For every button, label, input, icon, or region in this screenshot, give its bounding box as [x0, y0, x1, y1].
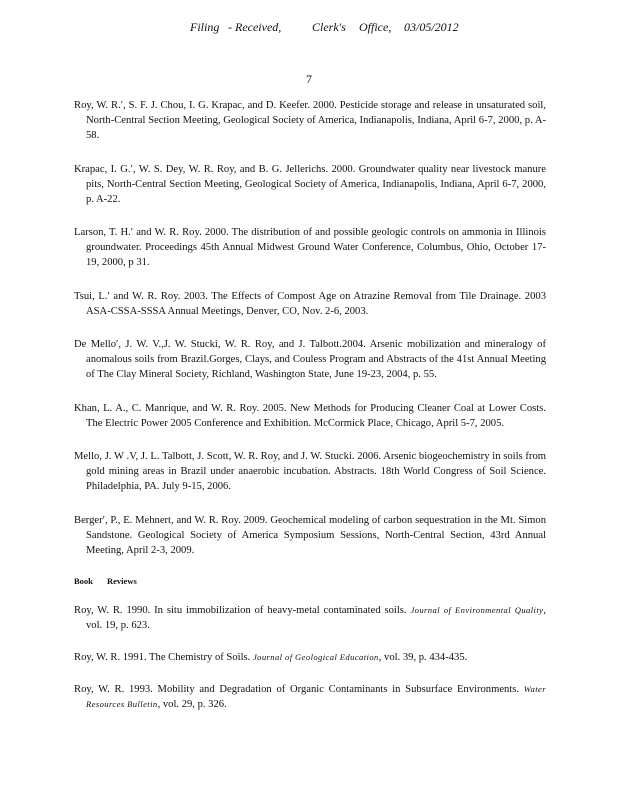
- header-date: 03/05/2012: [404, 20, 459, 34]
- book-review-entry: [74, 650, 546, 665]
- page-number: 7: [306, 72, 312, 86]
- review-volume: , vol. 29, p. 326.: [157, 699, 227, 710]
- review-citation: Roy, W. R. 1993. Mobility and Degradation of Organic Contaminants in Subsurface Environments.: [74, 684, 520, 695]
- review-citation: Roy, W. R. 1991. The Chemistry of Soils.: [74, 652, 251, 663]
- journal-name: Water Resources Bulletin: [86, 684, 546, 709]
- header-filing: Filing: [190, 20, 220, 34]
- book-reviews-heading: Book Reviews: [74, 576, 137, 586]
- journal-name: Journal of Environmental Quality: [410, 605, 544, 615]
- reference-entry: Larson, T. H.ʹ and W. R. Roy. 2000. The distribution of and possible geologic controls on ammonia in Illinois groundwater. Proceedings 45th Annual Midwest Ground Water Conference, Columbus, Ohio, October 17-19, 2000, p 31.: [74, 227, 546, 268]
- reference-entry: De Melloʹ, J. W. V.,J. W. Stucki, W. R. Roy, and J. Talbott.2004. Arsenic mobilization and mineralogy of anomalous soils from Brazil.Gorges, Clays, and Couless Program and Abstracts of the 41st Annual Meeting of The Clay Mineral Society, Richland, Washington State, June 19-23, 2004, p. 55.: [74, 339, 546, 380]
- review-volume: , vol. 39, p. 434-435.: [378, 652, 468, 663]
- reference-entry: Tsui, L.ʹ and W. R. Roy. 2003. The Effects of Compost Age on Atrazine Removal from Tile Drainage. 2003 ASA-CSSA-SSSA Annual Meetings, Denver, CO, Nov. 2-6, 2003.: [74, 290, 546, 317]
- book-review-entry: [74, 682, 546, 712]
- reference-entry: Roy, W. R.ʹ, S. F. J. Chou, I. G. Krapac, and D. Keefer. 2000. Pesticide storage and release in unsaturated soil, North-Central Section Meeting, Geological Society of America, Indianapolis, Indiana, April 6-7, 2000, p. A-58.: [74, 100, 546, 141]
- reference-entry: Mello, J. W .V, J. L. Talbott, J. Scott, W. R. Roy, and J. W. Stucki. 2006. Arsenic biogeochemistry in soils from gold mining areas in Brazil under anaerobic incubation. Abstracts. 18th World Congress of Soil Science. Philadelphia, PA. July 9-15, 2006.: [74, 451, 546, 492]
- review-citation: Roy, W. R. 1990. In situ immobilization of heavy-metal contaminated soils.: [74, 605, 407, 616]
- reference-entry: Bergerʹ, P., E. Mehnert, and W. R. Roy. 2009. Geochemical modeling of carbon sequestration in the Mt. Simon Sandstone. Geological Society of America Symposium Sessions, North-Central Section, 43rd Annual Meeting, April 2-3, 2009.: [74, 514, 546, 556]
- references-list: [74, 98, 546, 729]
- review-volume: , vol. 19, p. 623.: [86, 605, 546, 631]
- header-received: - Received,: [228, 20, 282, 34]
- header-office: Office,: [359, 20, 392, 34]
- header-clerks: Clerk's: [312, 20, 346, 34]
- reference-entry: Krapac, I. G.ʹ, W. S. Dey, W. R. Roy, and B. G. Jellerichs. 2000. Groundwater quality near livestock manure pits, North-Central Section Meeting, Geological Society of America, Indianapolis, Indiana, April 6-7, 2000, p. A-22.: [74, 163, 546, 205]
- reference-entry: Khan, L. A., C. Manrique, and W. R. Roy. 2005. New Methods for Producing Cleaner Coal at Lower Costs. The Electric Power 2005 Conference and Exhibition. McCormick Place, Chicago, April 5-7, 2005.: [74, 402, 546, 429]
- book-review-entry: [74, 603, 546, 633]
- book-reviews-list: [74, 603, 546, 712]
- journal-name: Journal of Geological Education: [252, 652, 379, 662]
